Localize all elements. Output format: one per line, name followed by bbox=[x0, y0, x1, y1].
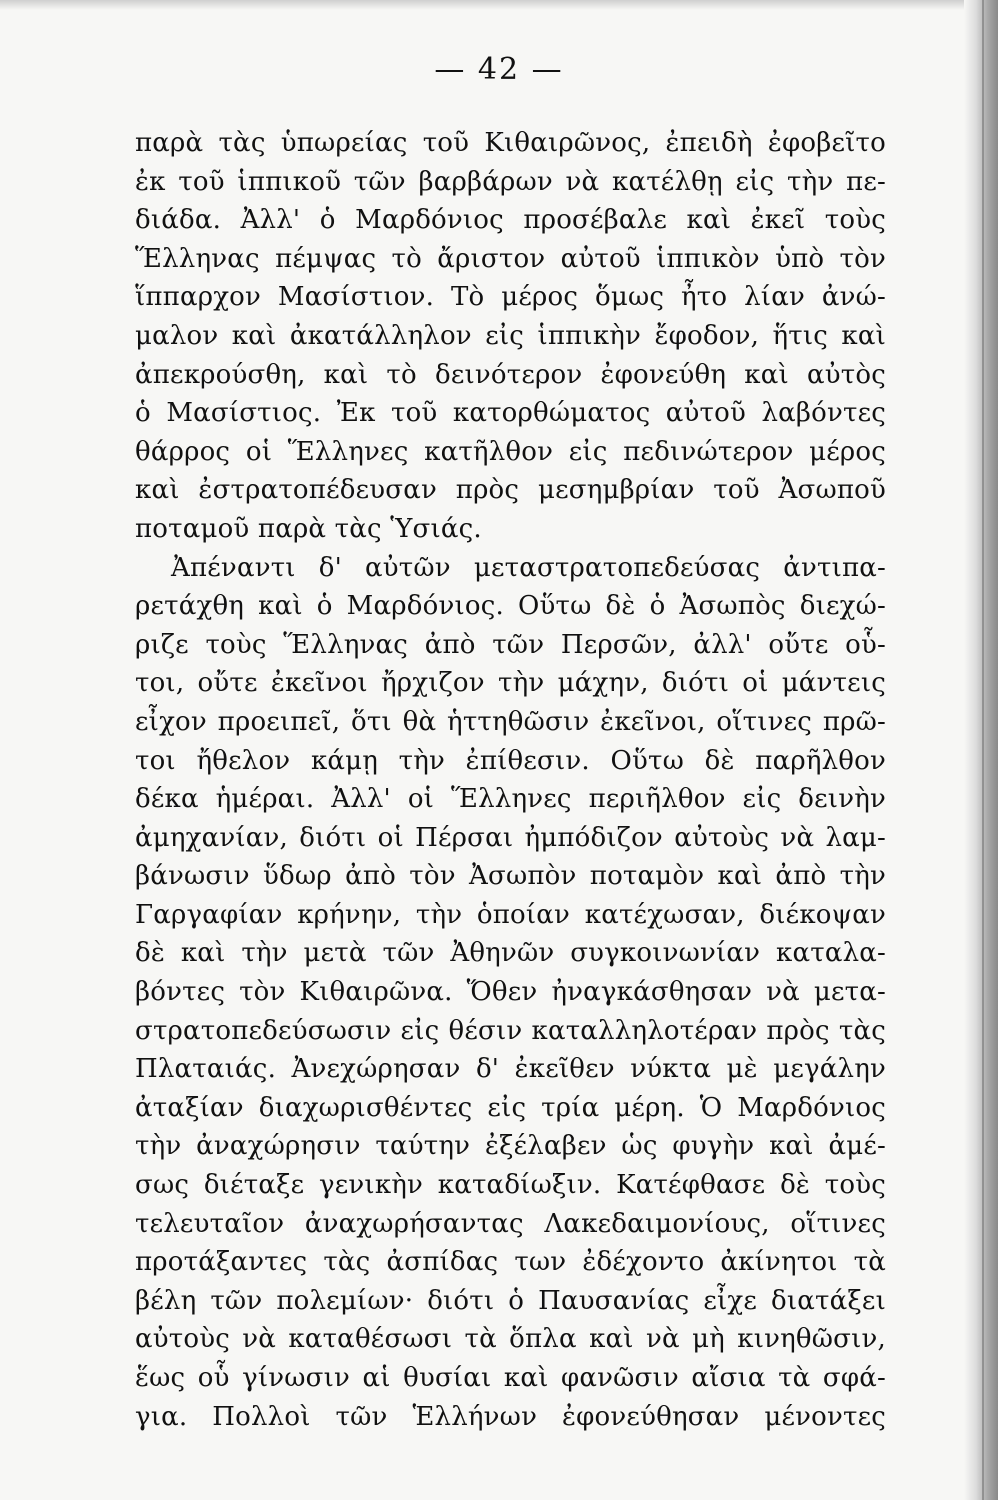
text-line-paragraph-end: ποταμοῦ παρὰ τὰς Ὑσιάς. bbox=[135, 513, 482, 544]
text-line: Πλαταιάς. Ἀνεχώρησαν δ' ἐκεῖθεν νύκτα μὲ μεγάλην bbox=[135, 1054, 886, 1085]
text-line: θάρρος οἱ Ἕλληνες κατῆλθον εἰς πεδινώτερον μέρος bbox=[135, 436, 886, 467]
text-line: ἀπεκρούσθη, καὶ τὸ δεινότερον ἐφονεύθη καὶ αὐτὸς bbox=[135, 359, 886, 390]
text-line: βέλη τῶν πολεμίων· διότι ὁ Παυσανίας εἶχε διατάξει bbox=[135, 1285, 886, 1316]
text-line: ἐκ τοῦ ἱππικοῦ τῶν βαρβάρων νὰ κατέλθῃ εἰς τὴν πε- bbox=[135, 166, 886, 197]
text-line: τὴν ἀναχώρησιν ταύτην ἐξέλαβεν ὡς φυγὴν καὶ ἀμέ- bbox=[135, 1131, 886, 1162]
text-line: Γαργαφίαν κρήνην, τὴν ὁποίαν κατέχωσαν, διέκοψαν bbox=[135, 899, 886, 930]
page-number: — 42 — bbox=[434, 52, 564, 87]
text-line: αὐτοὺς νὰ καταθέσωσι τὰ ὅπλα καὶ νὰ μὴ κινηθῶσιν, bbox=[135, 1324, 886, 1355]
text-line: ἵππαρχον Μασίστιον. Τὸ μέρος ὅμως ἦτο λίαν ἀνώ- bbox=[135, 282, 886, 313]
text-line: παρὰ τὰς ὑπωρείας τοῦ Κιθαιρῶνος, ἐπειδὴ ἐφοβεῖτο bbox=[135, 128, 886, 158]
text-line: εἶχον προειπεῖ, ὅτι θὰ ἡττηθῶσιν ἐκεῖνοι, οἵτινες πρῶ- bbox=[135, 706, 886, 737]
text-line: βόντες τὸν Κιθαιρῶνα. Ὅθεν ἠναγκάσθησαν νὰ μετα- bbox=[135, 977, 886, 1008]
text-line: διάδα. Ἀλλ' ὁ Μαρδόνιος προσέβαλε καὶ ἐκεῖ τοὺς bbox=[135, 205, 886, 236]
text-line: σως διέταξε γενικὴν καταδίωξιν. Κατέφθασε δὲ τοὺς bbox=[135, 1170, 886, 1201]
text-line: τελευταῖον ἀναχωρήσαντας Λακεδαιμονίους, οἵτινες bbox=[135, 1208, 886, 1239]
text-line: ρετάχθη καὶ ὁ Μαρδόνιος. Οὕτω δὲ ὁ Ἀσωπὸς διεχώ- bbox=[135, 591, 886, 622]
text-line: τοι ἤθελον κάμῃ τὴν ἐπίθεσιν. Οὕτω δὲ παρῆλθον bbox=[135, 745, 886, 776]
text-line: ἀταξίαν διαχωρισθέντες εἰς τρία μέρη. Ὁ Μαρδόνιος bbox=[135, 1092, 886, 1123]
text-line: Ἕλληνας πέμψας τὸ ἄριστον αὐτοῦ ἱππικὸν ὑπὸ τὸν bbox=[135, 243, 886, 274]
text-line: ριζε τοὺς Ἕλληνας ἀπὸ τῶν Περσῶν, ἀλλ' οὔτε οὗ- bbox=[135, 629, 886, 660]
text-line: ἀμηχανίαν, διότι οἱ Πέρσαι ἠμπόδιζον αὐτοὺς νὰ λαμ- bbox=[135, 822, 886, 853]
text-line: μαλον καὶ ἀκατάλληλον εἰς ἱππικὴν ἔφοδον, ἥτις καὶ bbox=[135, 320, 886, 351]
text-line: ἕως οὗ γίνωσιν αἱ θυσίαι καὶ φανῶσιν αἴσια τὰ σφά- bbox=[135, 1363, 886, 1393]
text-line: δὲ καὶ τὴν μετὰ τῶν Ἀθηνῶν συγκοινωνίαν καταλα- bbox=[135, 938, 886, 969]
text-line: προτάξαντες τὰς ἀσπίδας των ἐδέχοντο ἀκίνητοι τὰ bbox=[135, 1247, 886, 1278]
page-edge-line bbox=[982, 0, 984, 1500]
text-line: ὁ Μασίστιος. Ἐκ τοῦ κατορθώματος αὐτοῦ λαβόντες bbox=[135, 398, 886, 429]
text-line: βάνωσιν ὕδωρ ἀπὸ τὸν Ἀσωπὸν ποταμὸν καὶ ἀπὸ τὴν bbox=[135, 861, 886, 892]
text-line: για. Πολλοὶ τῶν Ἑλλήνων ἐφονεύθησαν μένοντες bbox=[135, 1401, 886, 1432]
text-line: στρατοπεδεύσωσιν εἰς θέσιν καταλληλοτέραν πρὸς τὰς bbox=[135, 1015, 886, 1046]
text-line: καὶ ἐστρατοπέδευσαν πρὸς μεσημβρίαν τοῦ Ἀσωποῦ bbox=[135, 475, 886, 506]
page-edge-shadow bbox=[964, 0, 998, 1500]
top-shadow bbox=[0, 0, 998, 10]
body-text bbox=[135, 124, 886, 1436]
text-line-paragraph-start: Ἀπέναντι δ' αὐτῶν μεταστρατοπεδεύσας ἀντιπα- bbox=[171, 552, 886, 583]
text-line: τοι, οὔτε ἐκεῖνοι ἤρχιζον τὴν μάχην, διότι οἱ μάντεις bbox=[135, 668, 886, 699]
text-line: δέκα ἡμέραι. Ἀλλ' οἱ Ἕλληνες περιῆλθον εἰς δεινὴν bbox=[135, 784, 886, 815]
